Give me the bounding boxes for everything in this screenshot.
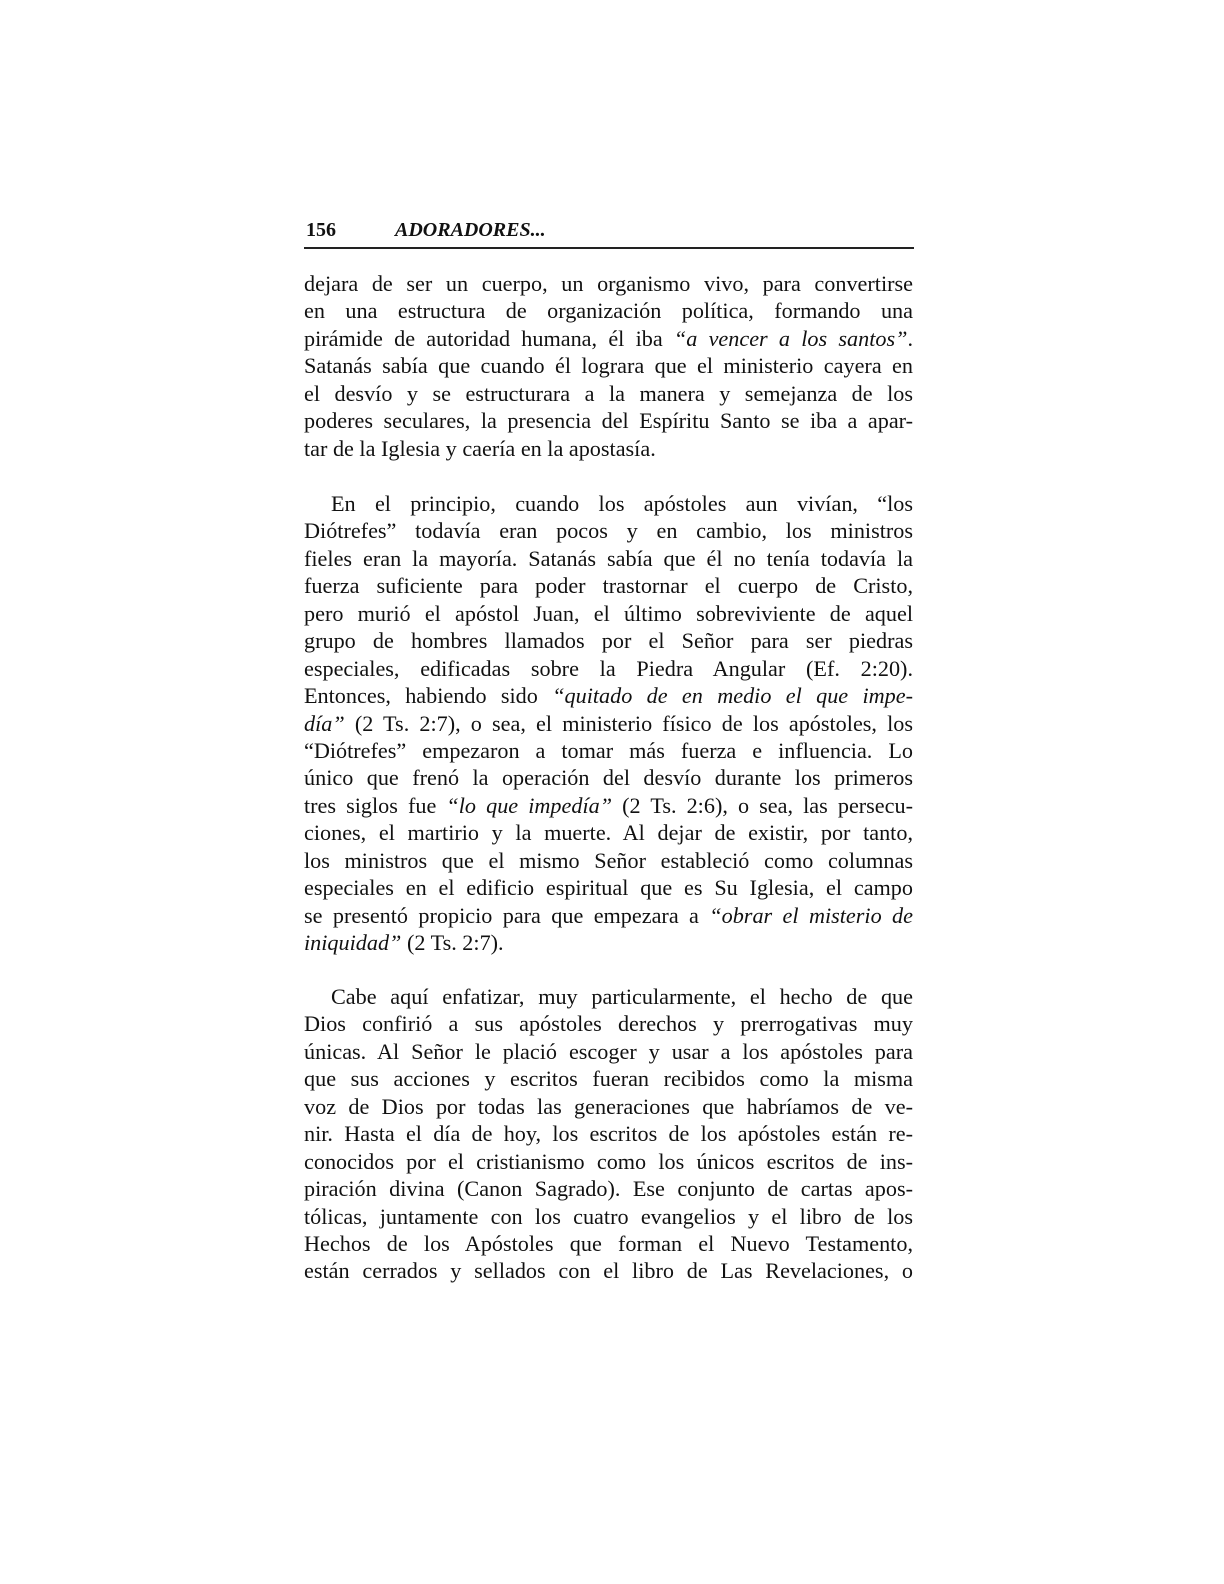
text-run: únicas. Al Señor le plació escoger y usar a los apóstoles para — [304, 1038, 913, 1064]
text-run: tar de la Iglesia y caería en la apostasía. — [304, 435, 656, 461]
text-line — [304, 325, 913, 352]
text-run: especiales, edificadas sobre la Piedra Angular (Ef. 2:20). — [304, 655, 913, 681]
text-line — [304, 297, 913, 324]
text-run: Satanás sabía que cuando él lograra que el ministerio cayera en — [304, 353, 913, 379]
text-line — [304, 380, 913, 407]
quoted-scripture: día” — [304, 710, 345, 736]
text-line — [304, 1175, 913, 1202]
text-run: (2 Ts. 2:6), o sea, las persecu- — [612, 792, 913, 818]
text-line — [304, 792, 913, 819]
paragraph-3 — [304, 983, 913, 1285]
text-line — [304, 490, 913, 517]
text-line — [304, 710, 913, 737]
page-number: 156 — [306, 219, 336, 241]
running-title: ADORADORES... — [395, 219, 546, 241]
text-run: (2 Ts. 2:7), o sea, el ministerio físico de los apóstoles, los — [344, 710, 913, 736]
text-run: el desvío y se estructurara a la manera y semejanza de los — [304, 380, 913, 406]
text-line — [304, 600, 913, 627]
text-line — [304, 1010, 913, 1037]
text-line — [304, 1148, 913, 1175]
text-run: Cabe aquí enfatizar, muy particularmente, el hecho de que — [331, 984, 913, 1009]
text-run: ciones, el martirio y la muerte. Al dejar de existir, por tanto, — [304, 820, 913, 846]
text-line — [304, 902, 913, 929]
text-line — [304, 929, 913, 956]
text-line — [304, 819, 913, 846]
text-run: Entonces, habiendo sido — [304, 683, 553, 709]
text-run: fuerza suficiente para poder trastornar el cuerpo de Cristo, — [304, 573, 913, 599]
paragraph-2 — [304, 490, 913, 956]
text-run: especiales en el edificio espiritual que es Su Iglesia, el campo — [304, 875, 913, 901]
text-line — [304, 407, 913, 434]
text-run: que sus acciones y escritos fueran recibidos como la misma — [304, 1066, 913, 1092]
text-run: Diótrefes” todavía eran pocos y en cambio, los ministros — [304, 518, 913, 544]
text-run: los ministros que el mismo Señor estableció como columnas — [304, 847, 913, 873]
text-line — [304, 737, 913, 764]
text-run: nir. Hasta el día de hoy, los escritos de los apóstoles están re- — [304, 1121, 913, 1147]
text-line — [304, 1093, 913, 1120]
quoted-scripture: iniquidad” — [304, 930, 402, 955]
text-line — [304, 682, 913, 709]
text-line — [304, 1038, 913, 1065]
text-line — [304, 572, 913, 599]
text-line — [304, 874, 913, 901]
text-run: poderes seculares, la presencia del Espíritu Santo se iba a apar- — [304, 408, 913, 434]
text-run: Dios confirió a sus apóstoles derechos y prerrogativas muy — [304, 1011, 913, 1037]
text-run: piración divina (Canon Sagrado). Ese conjunto de cartas apos- — [304, 1176, 913, 1202]
text-line — [304, 1203, 913, 1230]
text-line — [304, 1065, 913, 1092]
text-run: conocidos por el cristianismo como los únicos escritos de ins- — [304, 1148, 913, 1174]
text-run: pero murió el apóstol Juan, el último sobreviviente de aquel — [304, 600, 913, 626]
text-line — [304, 517, 913, 544]
text-run: tólicas, juntamente con los cuatro evangelios y el libro de los — [304, 1203, 913, 1229]
text-run: en una estructura de organización política, formando una — [304, 298, 913, 324]
text-run: único que frenó la operación del desvío durante los primeros — [304, 765, 913, 791]
quoted-scripture: “lo que impedía” — [446, 792, 613, 818]
text-run: pirámide de autoridad humana, él iba — [304, 325, 674, 351]
text-line — [304, 1120, 913, 1147]
text-run: “Diótrefes” empezaron a tomar más fuerza e influencia. Lo — [304, 737, 913, 763]
text-run: (2 Ts. 2:7). — [401, 930, 504, 955]
text-run: tres siglos fue — [304, 792, 447, 818]
text-run: dejara de ser un cuerpo, un organismo vivo, para convertirse — [304, 271, 913, 296]
text-run: están cerrados y sellados con el libro de Las Revelaciones, o — [304, 1258, 913, 1284]
quoted-scripture: “quitado de en medio el que impe- — [552, 683, 913, 709]
text-line — [304, 270, 913, 297]
text-run: fieles eran la mayoría. Satanás sabía que él no tenía todavía la — [304, 545, 913, 571]
text-line — [304, 435, 913, 462]
text-line — [304, 1257, 913, 1284]
text-run: . — [907, 325, 913, 351]
quoted-scripture: “obrar el misterio de — [709, 902, 913, 928]
text-line — [304, 1230, 913, 1257]
text-run: voz de Dios por todas las generaciones que habríamos de ve- — [304, 1093, 913, 1119]
text-run: se presentó propicio para que empezara a — [304, 902, 710, 928]
text-run: grupo de hombres llamados por el Señor para ser piedras — [304, 628, 913, 654]
text-line — [304, 847, 913, 874]
text-line — [304, 764, 913, 791]
paragraph-1 — [304, 270, 913, 462]
text-run: En el principio, cuando los apóstoles aun vivían, “los — [331, 491, 913, 516]
text-line — [304, 545, 913, 572]
running-header — [304, 219, 913, 247]
text-run: Hechos de los Apóstoles que forman el Nuevo Testamento, — [304, 1230, 913, 1256]
header-rule — [304, 247, 914, 249]
quoted-scripture: “a vencer a los santos” — [673, 325, 908, 351]
text-line — [304, 627, 913, 654]
text-line — [304, 352, 913, 379]
text-line — [304, 983, 913, 1010]
text-line — [304, 655, 913, 682]
